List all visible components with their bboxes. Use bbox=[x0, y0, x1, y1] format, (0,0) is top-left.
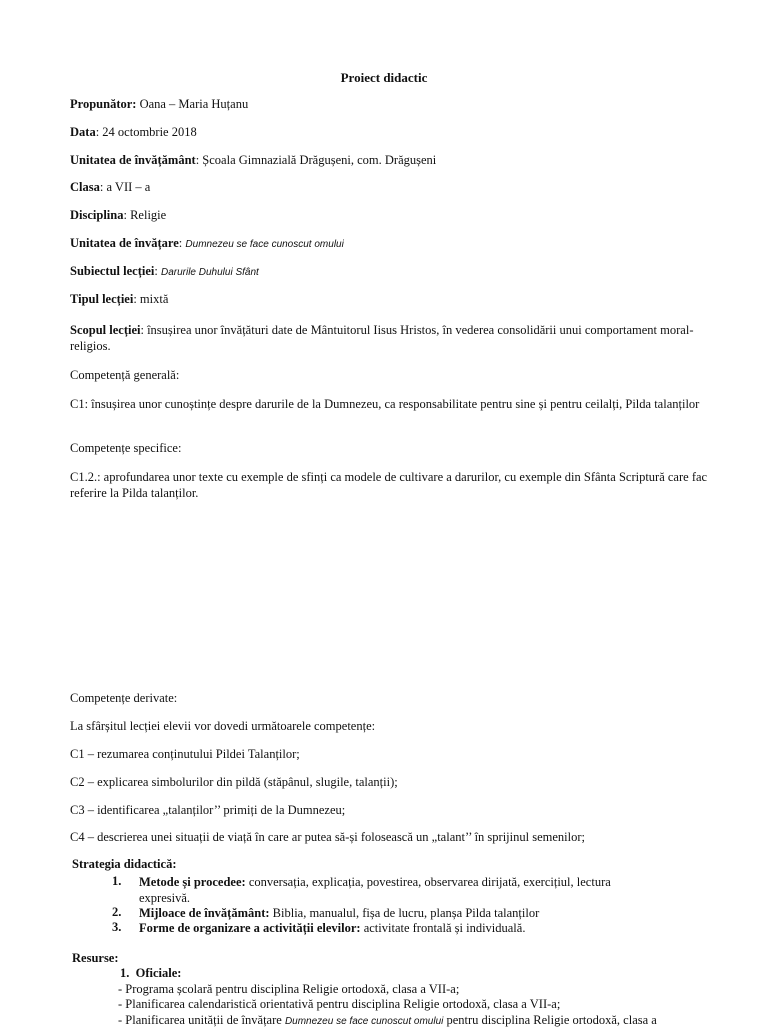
field-data bbox=[70, 125, 197, 140]
competente-derivate-heading: Competențe derivate: bbox=[70, 691, 178, 705]
item-label: Mijloace de învățământ: bbox=[139, 906, 270, 920]
document-title: Proiect didactic bbox=[340, 70, 428, 85]
item-value: Biblia, manualul, fișa de lucru, planșa Pilda talanților bbox=[269, 906, 540, 920]
field-value: : însușirea unor învățături date de Mântuitorul Iisus Hristos, în vederea consolidării unui comportament moral-religios. bbox=[70, 323, 694, 353]
item-italic: Dumnezeu se face cunoscut omului bbox=[284, 1016, 444, 1027]
item-value: activitate frontală și individuală. bbox=[360, 921, 526, 935]
field-separator: : bbox=[154, 264, 161, 278]
item-value: conversația, explicația, povestirea, observarea dirijată, exercițiul, lectura expresivă. bbox=[139, 875, 611, 905]
strategia-item bbox=[112, 874, 611, 905]
field-label: Tipul lecției bbox=[70, 292, 134, 306]
field-tipul bbox=[70, 292, 168, 307]
field-value: Darurile Duhului Sfânt bbox=[160, 267, 259, 278]
field-value: : a VII – a bbox=[99, 180, 151, 194]
list-item: - Planificarea calendaristică orientativă pentru disciplina Religie ortodoxă, clasa a VII-a; bbox=[118, 997, 561, 1011]
competente-specifice-heading: Competențe specifice: bbox=[70, 441, 182, 455]
field-scopul bbox=[70, 322, 710, 354]
field-value: : mixtă bbox=[133, 292, 169, 306]
item-number: 3. bbox=[112, 920, 122, 934]
field-label: Data bbox=[70, 125, 96, 139]
field-label: Unitatea de învățare bbox=[70, 236, 179, 250]
list-item: - Programa școlară pentru disciplina Religie ortodoxă, clasa a VII-a; bbox=[118, 982, 460, 996]
item-text bbox=[139, 874, 659, 906]
field-value: : Școala Gimnazială Drăgușeni, com. Drăgușeni bbox=[195, 153, 437, 167]
field-separator: : bbox=[178, 236, 186, 250]
item-text: pentru disciplina Religie ortodoxă, clasa a bbox=[443, 1013, 657, 1027]
field-value: : Religie bbox=[123, 208, 167, 222]
item-label: Forme de organizare a activității elevilor: bbox=[139, 921, 361, 935]
item-text: - Planificarea unității de învățare bbox=[118, 1013, 285, 1027]
competenta-generala-text: C1: însușirea unor cunoștințe despre darurile de la Dumnezeu, ca responsabilitate pentru sine și pentru ceilalți, Pilda talanților bbox=[70, 397, 700, 411]
item-number: 1. bbox=[120, 966, 130, 980]
item-label: Oficiale: bbox=[135, 966, 182, 980]
field-unitatea-invatamant bbox=[70, 153, 436, 168]
field-label: Disciplina bbox=[70, 208, 124, 222]
list-item: C1 – rezumarea conținutului Pildei Talanților; bbox=[70, 747, 300, 761]
list-item bbox=[118, 1013, 657, 1028]
field-unitatea-invatare bbox=[70, 236, 344, 251]
field-label: Subiectul lecției bbox=[70, 264, 155, 278]
resurse-heading bbox=[72, 951, 119, 966]
section-heading: Strategia didactică: bbox=[72, 857, 177, 871]
field-value: Dumnezeu se face cunoscut omului bbox=[185, 239, 344, 250]
item-text bbox=[139, 920, 659, 936]
list-item: C4 – descrierea unei situații de viață în care ar putea să-și folosească un „talant’’ în sprijinul semenilor; bbox=[70, 830, 585, 844]
competente-derivate-intro: La sfârșitul lecției elevii vor dovedi următoarele competențe: bbox=[70, 719, 376, 733]
item-number: 1. bbox=[112, 874, 122, 888]
field-subiectul bbox=[70, 264, 259, 279]
list-item: C3 – identificarea „talanților’’ primiți de la Dumnezeu; bbox=[70, 803, 346, 817]
item-number: 2. bbox=[112, 905, 122, 919]
field-label: Scopul lecției bbox=[70, 323, 141, 337]
field-value: : 24 octombrie 2018 bbox=[95, 125, 197, 139]
strategia-item bbox=[112, 905, 540, 920]
competenta-generala-heading: Competență generală: bbox=[70, 368, 180, 382]
field-label: Propunător: bbox=[70, 97, 137, 111]
field-value: Oana – Maria Huțanu bbox=[136, 97, 249, 111]
item-label: Metode și procedee: bbox=[139, 875, 246, 889]
list-item: C2 – explicarea simbolurilor din pildă (stăpânul, slugile, talanții); bbox=[70, 775, 398, 789]
field-clasa bbox=[70, 180, 150, 195]
section-heading: Resurse: bbox=[72, 951, 119, 965]
strategia-item bbox=[112, 920, 526, 935]
field-propunator bbox=[70, 97, 248, 112]
field-label: Clasa bbox=[70, 180, 100, 194]
field-label: Unitatea de învățământ bbox=[70, 153, 196, 167]
competente-specifice-text: C1.2.: aprofundarea unor texte cu exemple de sfinți ca modele de cultivare a darurilor, cu exemple din Sfânta Scriptură care fac referire la Pilda talanților. bbox=[70, 470, 708, 500]
item-text bbox=[139, 905, 659, 921]
resurse-subheading bbox=[120, 966, 181, 981]
strategia-heading bbox=[72, 857, 177, 872]
field-disciplina bbox=[70, 208, 166, 223]
